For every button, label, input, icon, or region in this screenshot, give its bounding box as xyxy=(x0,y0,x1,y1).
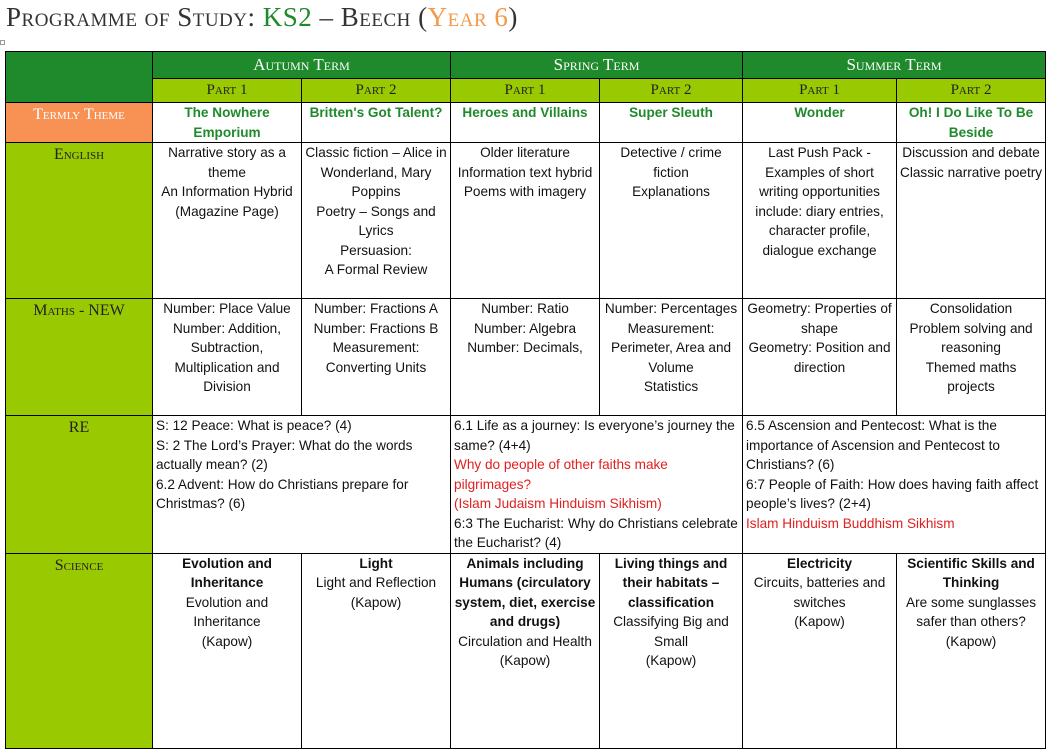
maths-line: Number: Decimals, xyxy=(467,340,583,355)
row-label-re: RE xyxy=(6,416,153,554)
re-line: 6.2 Advent: How do Christians prepare for Christmas? (6) xyxy=(156,476,409,511)
parts-row xyxy=(6,79,1046,103)
re-autumn-cell xyxy=(153,416,451,554)
part-header: Part 1 xyxy=(451,79,600,103)
re-row xyxy=(6,416,1046,554)
row-label-maths: Maths - NEW xyxy=(6,299,153,416)
english-line: An Information Hybrid (Magazine Page) xyxy=(161,184,293,219)
theme-cell: Wonder xyxy=(743,103,897,143)
part-header: Part 2 xyxy=(600,79,743,103)
maths-line: Number: Fractions B xyxy=(313,320,439,336)
re-line: 6:3 The Eucharist: Why do Christians celebrate the Eucharist? (4) xyxy=(454,515,738,550)
maths-line: Themed maths projects xyxy=(925,359,1017,394)
theme-cell: Heroes and Villains xyxy=(451,103,600,143)
english-line: Classic narrative poetry xyxy=(900,164,1043,180)
maths-cell xyxy=(897,299,1046,416)
re-line-red: (Islam Judaism Hinduism Sikhism) xyxy=(454,496,662,511)
science-line: Circuits, batteries and switches xyxy=(753,575,886,610)
maths-line: Problem solving and reasoning xyxy=(909,320,1033,355)
title-mid: – Beech ( xyxy=(312,2,428,32)
english-line: A Formal Review xyxy=(324,262,428,277)
english-line: Information text hybrid xyxy=(457,164,593,180)
science-line: (Kapow) xyxy=(201,633,253,649)
science-line: Classifying Big and Small xyxy=(613,614,729,649)
re-line: S: 12 Peace: What is peace? (4) xyxy=(156,418,352,433)
science-cell xyxy=(302,553,451,748)
science-cell xyxy=(897,553,1046,748)
science-heading: Living things and their habitats – classification xyxy=(614,555,728,610)
re-line: S: 2 The Lord’s Prayer: What do the words actually mean? (2) xyxy=(156,437,413,472)
english-line: Older literature xyxy=(480,145,570,160)
english-line: Poems with imagery xyxy=(463,184,587,199)
science-line: (Kapow) xyxy=(794,614,845,629)
re-line-red: Islam Hinduism Buddhism Sikhism xyxy=(746,515,955,531)
maths-cell xyxy=(153,299,302,416)
part-header: Part 2 xyxy=(302,79,451,103)
title-suffix: ) xyxy=(508,2,518,32)
re-line: 6.5 Ascension and Pentecost: What is the importance of Ascension and Pentecost to Christians? (6) xyxy=(746,418,1000,472)
term-spring: Spring Term xyxy=(451,52,743,79)
part-header: Part 1 xyxy=(153,79,302,103)
maths-line: Consolidation xyxy=(929,301,1013,316)
maths-line: Number: Algebra xyxy=(474,320,577,336)
science-line: (Kapow) xyxy=(945,633,997,649)
english-line: Classic fiction – Alice in Wonderland, Mary Poppins xyxy=(305,145,447,199)
maths-line: Number: Fractions A xyxy=(314,301,438,316)
maths-cell xyxy=(451,299,600,416)
english-row xyxy=(6,143,1046,299)
maths-line: Measurement: Converting Units xyxy=(325,340,427,375)
english-line: Detective / crime fiction xyxy=(620,145,722,180)
re-summer-cell xyxy=(743,416,1046,554)
page-title xyxy=(6,2,518,42)
part-header: Part 2 xyxy=(897,79,1046,103)
re-line: 6.1 Life as a journey: Is everyone’s journey the same? (4+4) xyxy=(454,418,735,453)
science-cell xyxy=(153,553,302,748)
title-year: Year 6 xyxy=(427,2,509,32)
maths-line: Number: Ratio xyxy=(481,301,569,316)
programme-table xyxy=(5,51,1046,749)
maths-line: Number: Percentages xyxy=(604,301,738,316)
corner-cell xyxy=(6,52,153,103)
science-line: (Kapow) xyxy=(499,653,551,668)
science-line: Circulation and Health xyxy=(458,633,592,649)
maths-line: Number: Place Value xyxy=(163,301,291,316)
theme-cell: The Nowhere Emporium xyxy=(153,103,302,143)
maths-line: Geometry: Position and direction xyxy=(748,340,891,375)
science-heading: Evolution and Inheritance xyxy=(182,555,272,590)
row-label-english: English xyxy=(6,143,153,299)
english-cell xyxy=(600,143,743,299)
english-line: Persuasion: xyxy=(340,242,412,258)
maths-line: Statistics xyxy=(643,379,699,394)
english-cell xyxy=(451,143,600,299)
terms-row xyxy=(6,52,1046,79)
science-line: (Kapow) xyxy=(645,653,697,668)
title-ks: KS2 xyxy=(262,2,313,32)
re-line: 6:7 People of Faith: How does having faith affect people’s lives? (2+4) xyxy=(746,476,1039,511)
science-line: (Kapow) xyxy=(350,594,402,610)
row-label-science: Science xyxy=(6,553,153,748)
science-row xyxy=(6,553,1046,748)
re-line-red: Why do people of other faiths make pilgrimages? xyxy=(454,457,668,492)
science-heading: Light xyxy=(359,555,393,571)
maths-cell xyxy=(743,299,897,416)
term-autumn: Autumn Term xyxy=(153,52,451,79)
science-heading: Scientific Skills and Thinking xyxy=(907,555,1035,590)
maths-line: Number: Addition, Subtraction, Multiplication and Division xyxy=(172,320,282,394)
english-line: Narrative story as a theme xyxy=(168,145,286,180)
science-line: Are some sunglasses safer than others? xyxy=(906,594,1037,629)
row-label-theme: Termly Theme xyxy=(6,103,153,143)
science-line: Light and Reflection xyxy=(315,575,437,590)
science-cell xyxy=(451,553,600,748)
term-summer: Summer Term xyxy=(743,52,1046,79)
re-spring-cell xyxy=(451,416,743,554)
science-heading: Animals including Humans (circulatory system, diet, exercise and drugs) xyxy=(454,555,596,629)
science-cell xyxy=(743,553,897,748)
english-cell xyxy=(153,143,302,299)
theme-cell: Super Sleuth xyxy=(600,103,743,143)
science-heading: Electricity xyxy=(787,555,853,571)
maths-line: Geometry: Properties of shape xyxy=(747,301,892,336)
english-cell xyxy=(743,143,897,299)
english-line: Explanations xyxy=(632,184,710,199)
maths-cell xyxy=(302,299,451,416)
maths-line: Measurement: Perimeter, Area and Volume xyxy=(610,320,732,375)
science-cell xyxy=(600,553,743,748)
english-line: Last Push Pack - Examples of short writing opportunities include: diary entries, character profile, dialogue exchange xyxy=(755,145,884,258)
english-cell xyxy=(302,143,451,299)
maths-row xyxy=(6,299,1046,416)
part-header: Part 1 xyxy=(743,79,897,103)
anchor-marker xyxy=(0,40,5,45)
english-cell xyxy=(897,143,1046,299)
title-prefix: Programme of Study: xyxy=(6,2,263,32)
english-line: Poetry – Songs and Lyrics xyxy=(316,203,436,238)
english-line: Discussion and debate xyxy=(902,145,1040,160)
science-line: Evolution and Inheritance xyxy=(185,594,269,629)
theme-cell: Oh! I Do Like To Be Beside xyxy=(897,103,1046,143)
theme-cell: Britten's Got Talent? xyxy=(302,103,451,143)
maths-cell xyxy=(600,299,743,416)
theme-row xyxy=(6,103,1046,143)
